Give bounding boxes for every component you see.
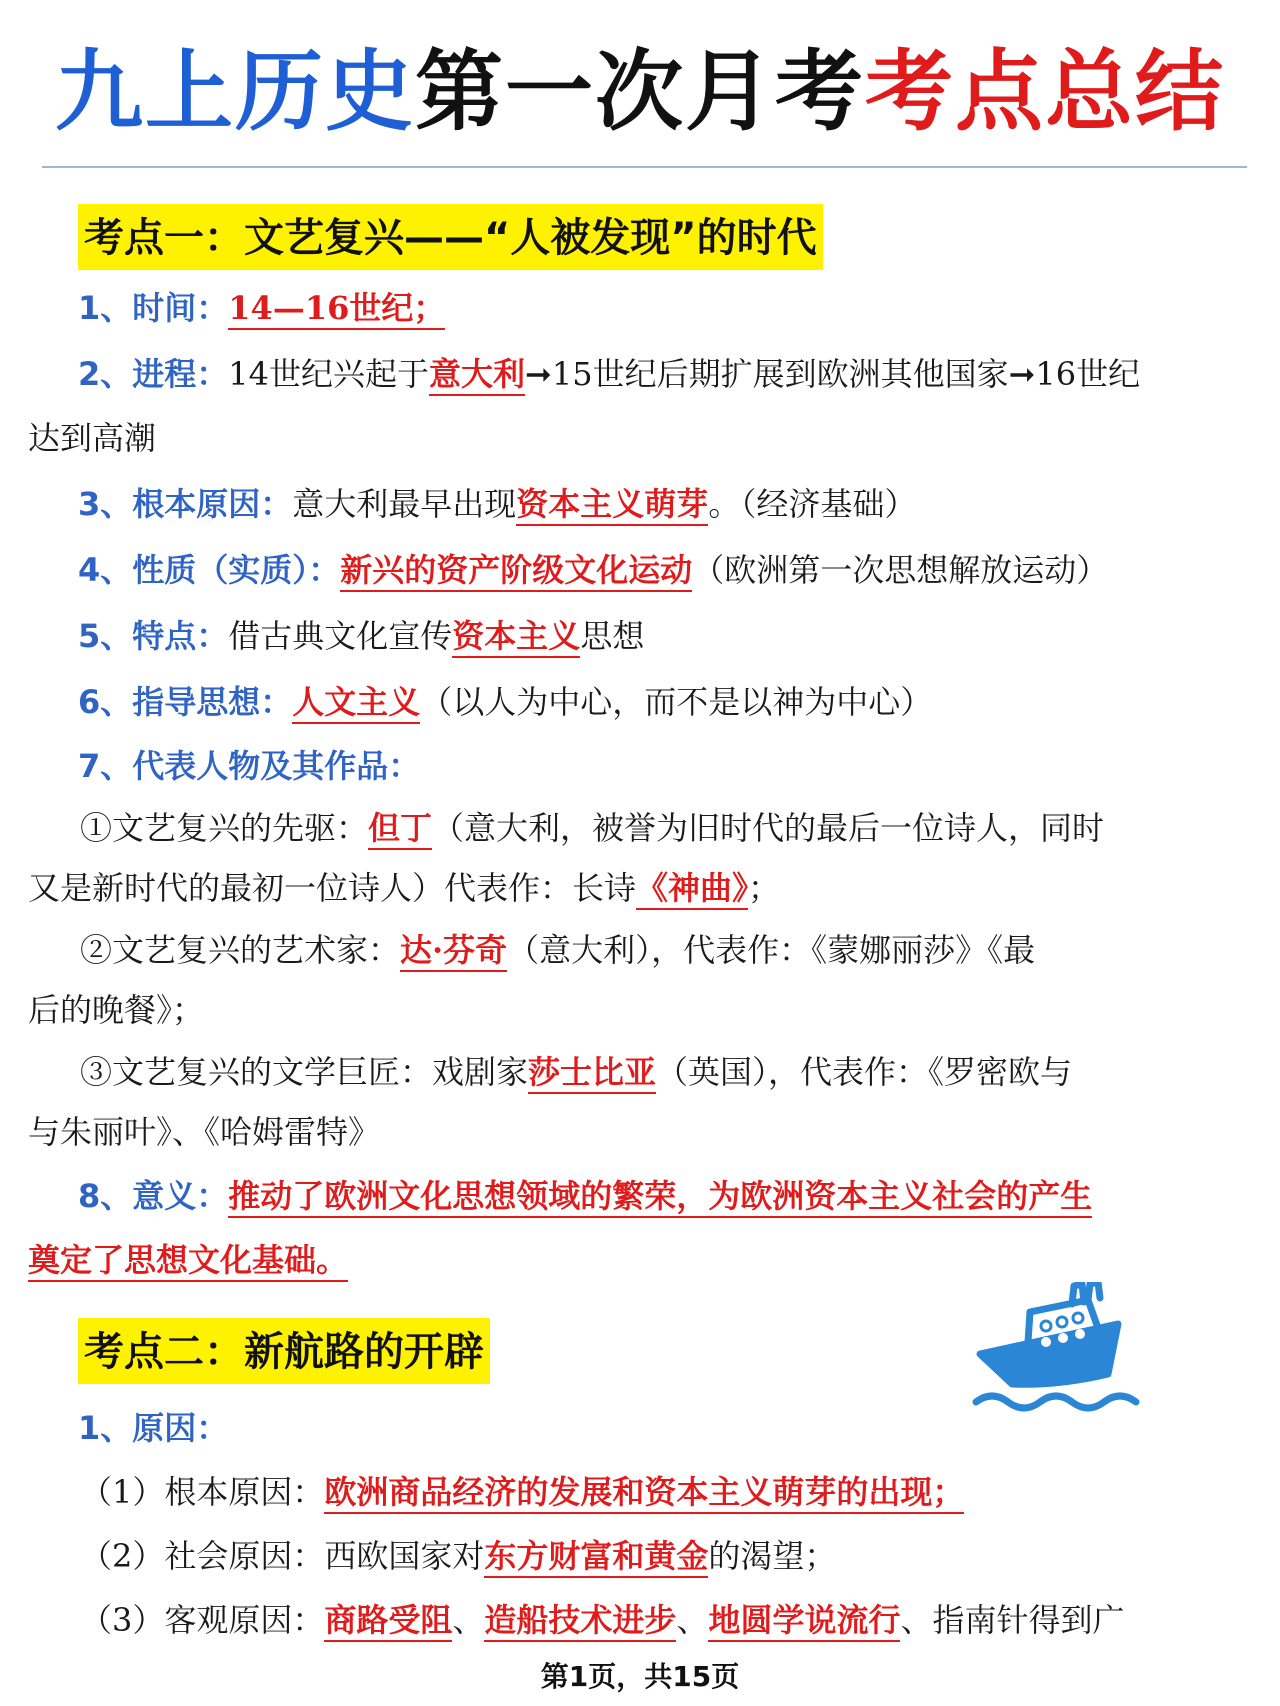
- title-divider: [42, 166, 1247, 168]
- s1-item-process: 2、进程：14世纪兴起于意大利➞15世纪后期扩展到欧洲其他国家➞16世纪: [78, 350, 1280, 398]
- s1-figure-shakespeare-cont: 与朱丽叶》、《哈姆雷特》: [28, 1113, 381, 1151]
- s1-item-feature: 5、特点：借古典文化宣传资本主义思想: [78, 612, 1280, 660]
- s1-item-significance-cont: 奠定了思想文化基础。: [28, 1236, 1260, 1284]
- title-part-3: 考点总结: [865, 40, 1226, 143]
- s2-item-causes-label: 1、原因：: [78, 1409, 229, 1447]
- s1-figure-dante: ①文艺复兴的先驱：但丁（意大利，被誉为旧时代的最后一位诗人，同时: [80, 804, 1280, 852]
- page-title: [0, 32, 1280, 152]
- section-2-heading: 考点二：新航路的开辟: [78, 1318, 490, 1384]
- title-part-2: 第一次月考: [414, 40, 865, 143]
- s2-cause-fundamental: （1）根本原因：欧洲商品经济的发展和资本主义萌芽的出现；: [80, 1468, 1280, 1516]
- s1-item-significance: 8、意义：推动了欧洲文化思想领域的繁荣，为欧洲资本主义社会的产生: [78, 1172, 1280, 1220]
- section-1-heading: 考点一：文艺复兴——“人被发现”的时代: [78, 204, 823, 270]
- s1-figure-davinci: ②文艺复兴的艺术家：达·芬奇（意大利），代表作：《蒙娜丽莎》《最: [80, 926, 1280, 974]
- s1-item-figures-label: 7、代表人物及其作品：: [78, 747, 421, 785]
- s1-item-nature: 4、性质（实质）：新兴的资产阶级文化运动（欧洲第一次思想解放运动）: [78, 546, 1280, 594]
- s1-figure-shakespeare: ③文艺复兴的文学巨匠：戏剧家莎士比亚（英国），代表作：《罗密欧与: [80, 1048, 1280, 1096]
- s1-item-cause: 3、根本原因：意大利最早出现资本主义萌芽。（经济基础）: [78, 480, 1280, 528]
- page-number: 第1页，共15页: [540, 1660, 740, 1693]
- s2-cause-social: （2）社会原因：西欧国家对东方财富和黄金的渴望；: [80, 1532, 1280, 1580]
- ship-icon: [968, 1282, 1148, 1412]
- s1-figure-dante-cont: 又是新时代的最初一位诗人）代表作：长诗《神曲》；: [28, 864, 1260, 912]
- s2-cause-objective: （3）客观原因：商路受阻、造船技术进步、地圆学说流行、指南针得到广: [80, 1596, 1280, 1644]
- s1-item-ideology: 6、指导思想：人文主义（以人为中心，而不是以神为中心）: [78, 678, 1280, 726]
- title-part-1: 九上历史: [54, 40, 415, 143]
- s1-item-process-cont: 达到高潮: [28, 419, 157, 457]
- s1-figure-davinci-cont: 后的晚餐》；: [28, 991, 205, 1029]
- s1-item-time: 1、时间：14—16世纪；: [78, 284, 1280, 332]
